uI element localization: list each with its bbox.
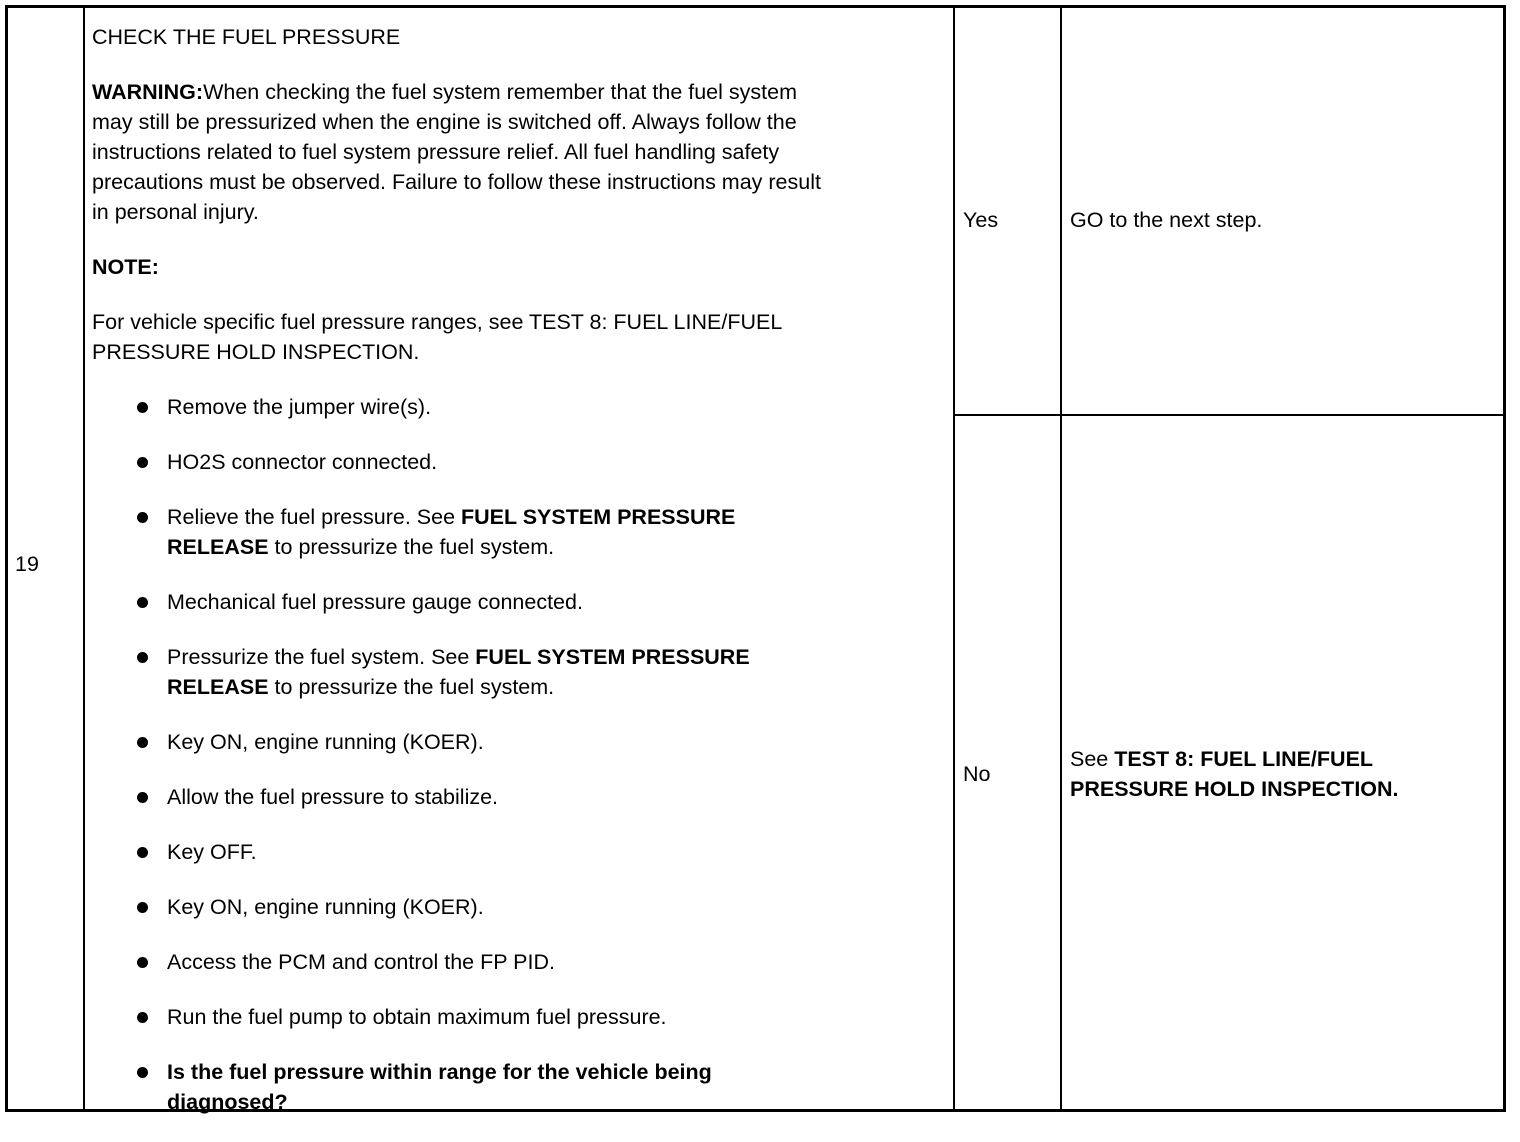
step-number: 19 [15, 552, 39, 576]
bullet-icon [137, 457, 148, 468]
bullet-icon [137, 847, 148, 858]
bullet-icon [137, 597, 148, 608]
bullet-icon [137, 402, 148, 413]
warning-label: WARNING: [92, 80, 204, 104]
row-divider [953, 414, 1503, 416]
list-item: HO2S connector connected. [92, 447, 750, 477]
bullet-icon [137, 792, 148, 803]
list-item: Remove the jumper wire(s). [92, 392, 750, 422]
warning-text: instructions related to fuel system pressure relief. All fuel handling safety [92, 140, 780, 164]
note-text: For vehicle specific fuel pressure ranges, see TEST 8: FUEL LINE/FUEL PRESSURE HOLD INSPECTION. [92, 310, 783, 364]
list-item: Pressurize the fuel system. See FUEL SYSTEM PRESSURE RELEASE to pressurize the fuel system. [92, 642, 750, 702]
no-action: See TEST 8: FUEL LINE/FUEL PRESSURE HOLD INSPECTION. [1070, 747, 1399, 801]
warning-block [92, 77, 821, 227]
column-divider [1060, 8, 1062, 1109]
note-label: NOTE: [92, 255, 159, 279]
list-item: Key OFF. [92, 837, 750, 867]
yes-label: Yes [963, 208, 999, 232]
list-item: Run the fuel pump to obtain maximum fuel pressure. [92, 1002, 750, 1032]
question-item: Is the fuel pressure within range for the vehicle being diagnosed? [92, 1057, 750, 1117]
test-reference-link[interactable]: TEST 8: FUEL LINE/FUEL [1114, 747, 1374, 771]
warning-text: may still be pressurized when the engine is switched off. Always follow the [92, 110, 797, 134]
list-item: Mechanical fuel pressure gauge connected. [92, 587, 750, 617]
list-item: Relieve the fuel pressure. See FUEL SYSTEM PRESSURE RELEASE to pressurize the fuel system. [92, 502, 750, 562]
list-item: Key ON, engine running (KOER). [92, 892, 750, 922]
bullet-icon [137, 1012, 148, 1023]
bullet-icon [137, 652, 148, 663]
bullet-icon [137, 1067, 148, 1078]
bullet-icon [137, 737, 148, 748]
step-title: CHECK THE FUEL PRESSURE [92, 25, 401, 49]
procedure-list [92, 392, 750, 1142]
warning-text: in personal injury. [92, 200, 259, 224]
yes-action: GO to the next step. [1070, 208, 1263, 232]
list-item: Allow the fuel pressure to stabilize. [92, 782, 750, 812]
bullet-icon [137, 512, 148, 523]
column-divider [83, 8, 85, 1109]
warning-text: precautions must be observed. Failure to follow these instructions may result [92, 170, 821, 194]
list-item: Key ON, engine running (KOER). [92, 727, 750, 757]
no-label: No [963, 762, 991, 786]
column-divider [953, 8, 955, 1109]
list-item: Access the PCM and control the FP PID. [92, 947, 750, 977]
warning-text: When checking the fuel system remember that the fuel system [203, 80, 797, 104]
bullet-icon [137, 902, 148, 913]
bullet-icon [137, 957, 148, 968]
diagnostic-step-table [5, 5, 1506, 1112]
